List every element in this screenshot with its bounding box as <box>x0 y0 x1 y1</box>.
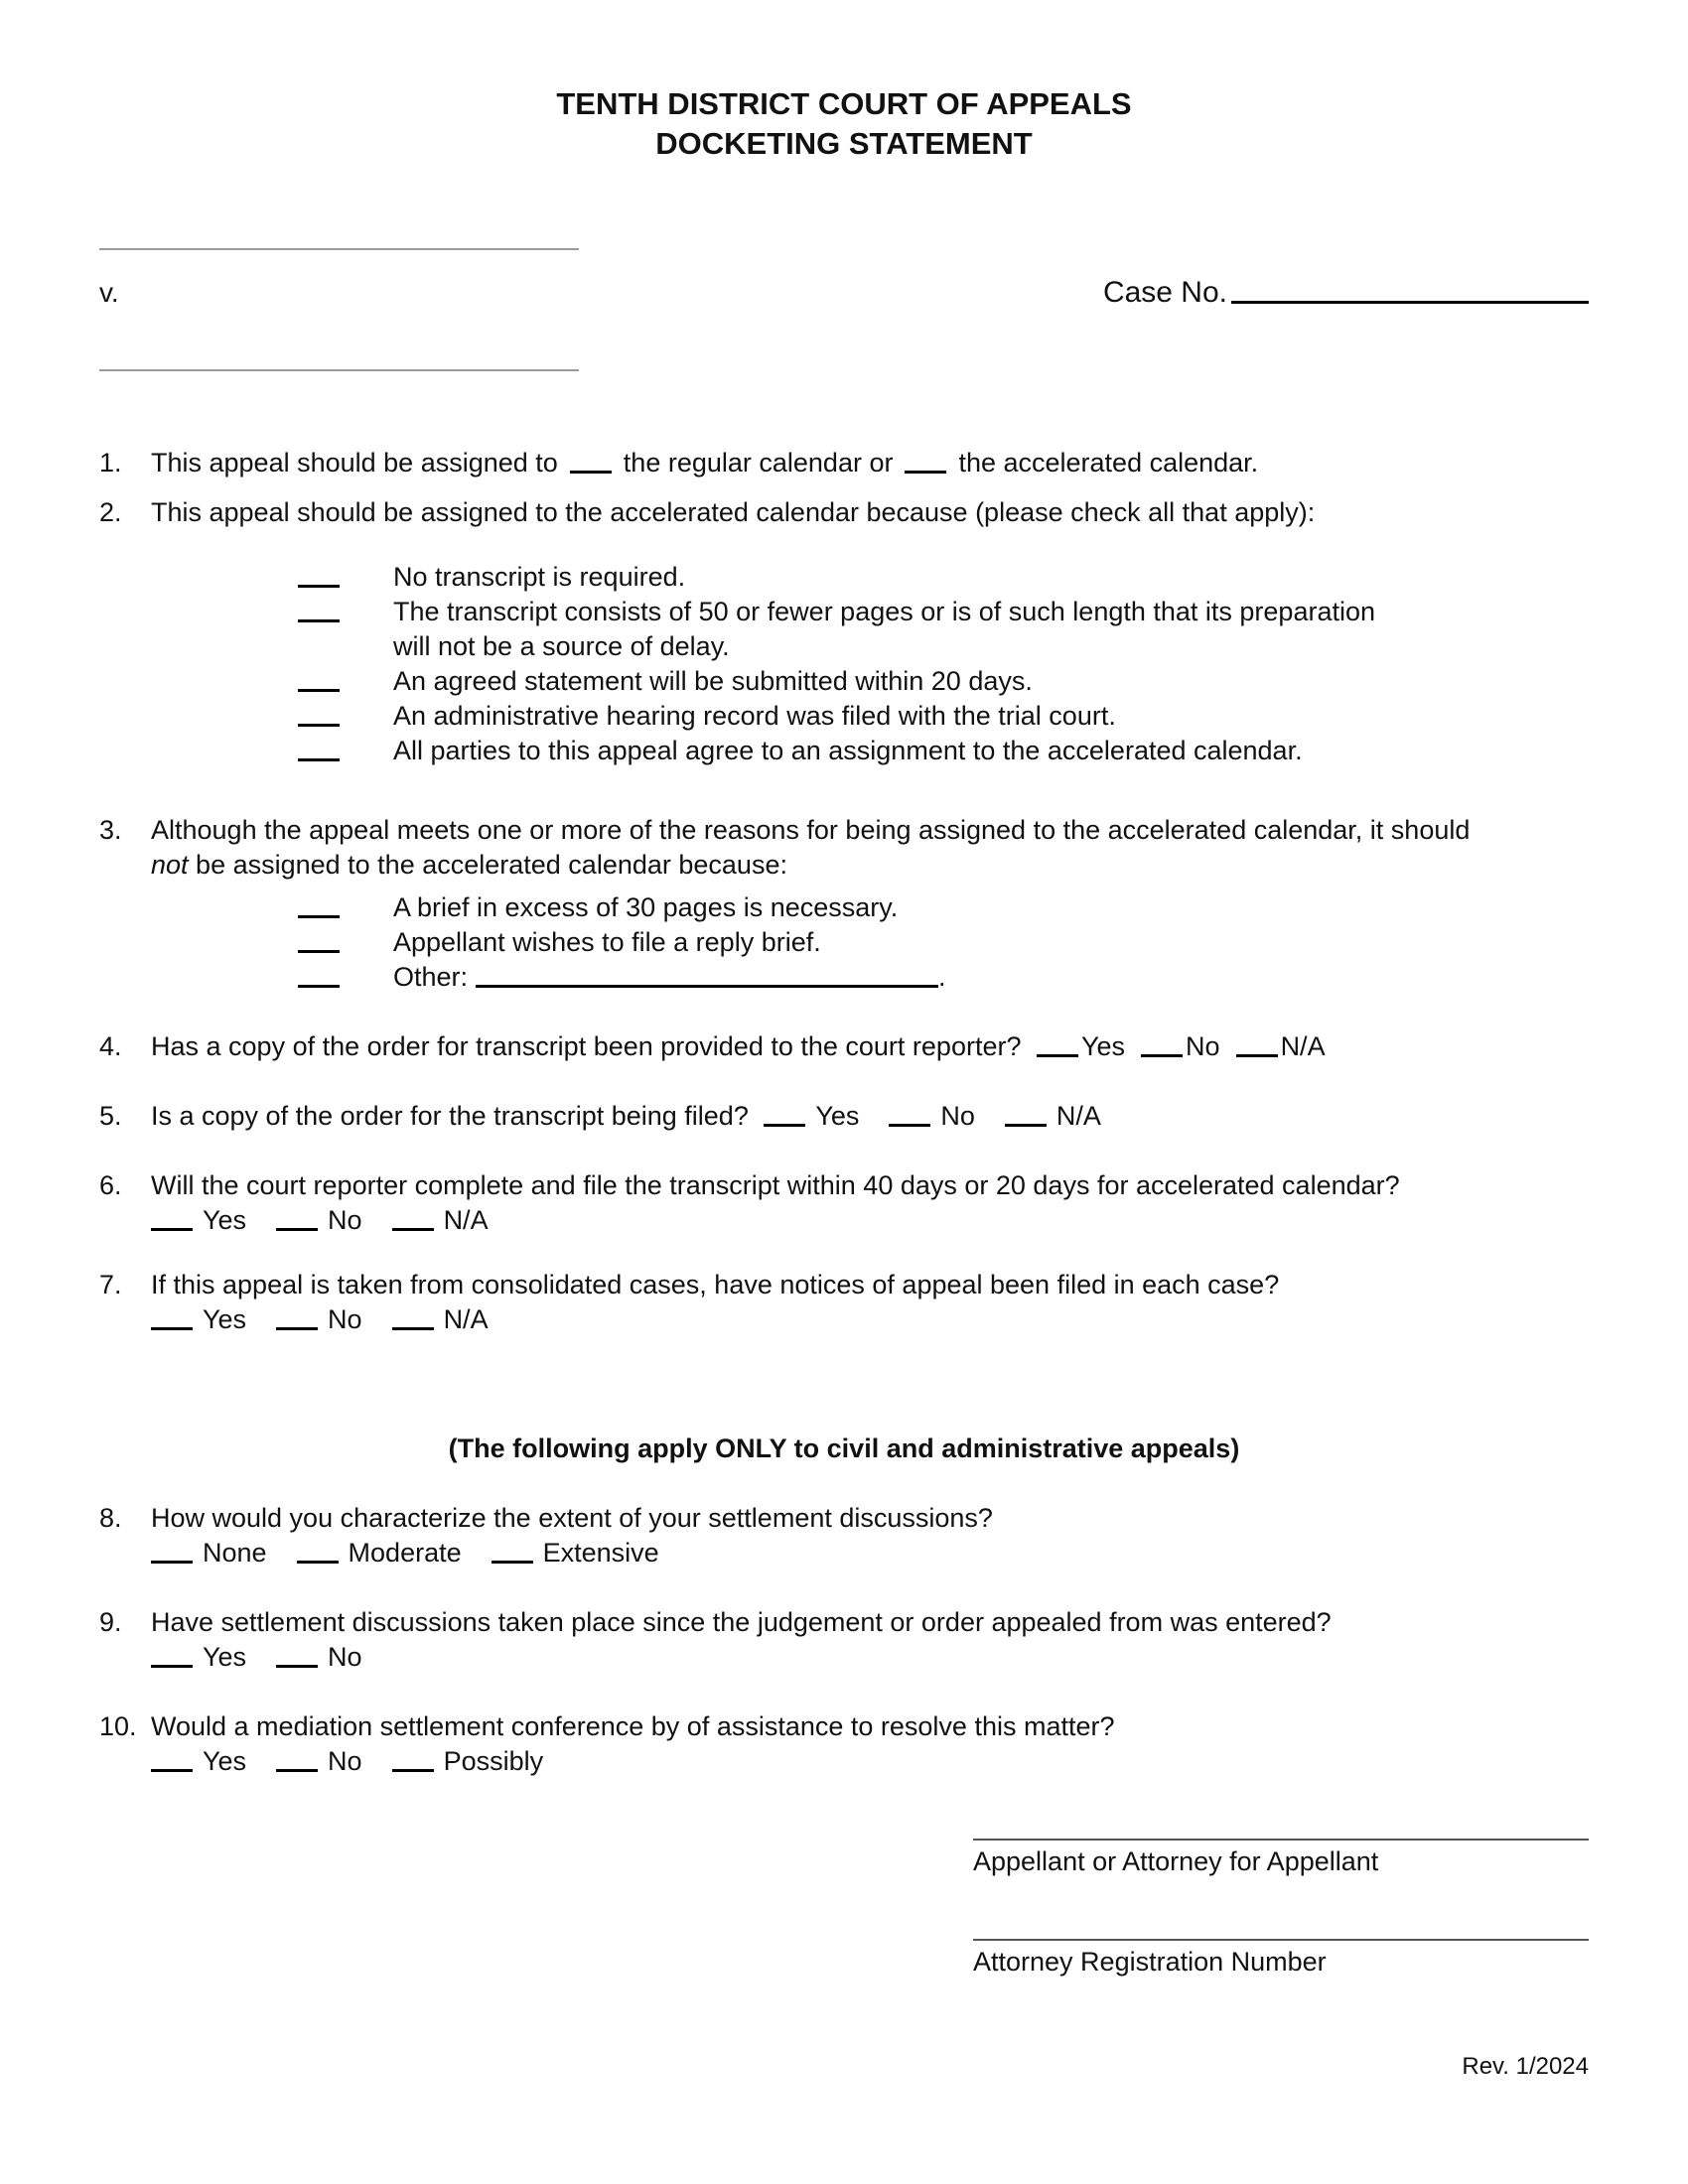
answer-option-no <box>1141 1029 1220 1064</box>
question-number: 7. <box>99 1270 122 1299</box>
other-blank-line[interactable] <box>476 985 938 988</box>
answer-option-yes <box>151 1203 246 1238</box>
answer-label: None <box>203 1538 267 1568</box>
question-number: 5. <box>99 1101 122 1131</box>
question-2 <box>99 495 1589 768</box>
accelerated-reasons-checklist <box>151 560 1589 768</box>
question-number: 6. <box>99 1170 122 1200</box>
answer-option-no <box>276 1640 362 1675</box>
checklist-option <box>151 560 1589 595</box>
question-5 <box>99 1099 1589 1134</box>
other-period: . <box>938 962 946 992</box>
question-4 <box>99 1029 1589 1064</box>
question-number: 4. <box>99 1031 122 1061</box>
question-8 <box>99 1501 1589 1570</box>
question-body <box>151 1709 1589 1779</box>
checkbox-blank[interactable] <box>298 985 340 988</box>
answer-blank[interactable] <box>392 1769 434 1772</box>
question-number: 1. <box>99 448 122 478</box>
checkbox-blank[interactable] <box>298 950 340 953</box>
other-label: Other: <box>393 962 469 992</box>
answer-blank[interactable] <box>392 1228 434 1231</box>
answer-blank[interactable] <box>889 1124 930 1127</box>
answer-blank[interactable] <box>1037 1054 1078 1057</box>
checklist-option <box>151 699 1589 734</box>
italic-not: not <box>151 850 189 880</box>
answer-label: Yes <box>203 1304 247 1334</box>
answer-label: No <box>1186 1031 1220 1061</box>
answer-label: No <box>328 1746 362 1776</box>
question-number: 9. <box>99 1607 122 1637</box>
answer-option-no <box>276 1744 362 1779</box>
question-body <box>151 1605 1589 1675</box>
answer-blank[interactable] <box>1141 1054 1183 1057</box>
other-option <box>393 960 946 995</box>
form-title <box>99 84 1589 164</box>
answer-label: N/A <box>443 1205 489 1235</box>
appellant-name-line[interactable] <box>99 248 579 250</box>
answer-blank[interactable] <box>151 1228 193 1231</box>
answer-label: Extensive <box>542 1538 659 1568</box>
question-6 <box>99 1168 1589 1238</box>
answer-option-na <box>392 1302 489 1337</box>
regular-calendar-blank[interactable] <box>570 471 612 474</box>
checklist-option-label: Appellant wishes to file a reply brief. <box>393 927 821 957</box>
answer-option-extensive <box>492 1536 659 1570</box>
answer-blank[interactable] <box>492 1561 533 1564</box>
answer-blank[interactable] <box>151 1769 193 1772</box>
checklist-option-label: An agreed statement will be submitted within 20 days. <box>393 666 1033 696</box>
question-text: Will the court reporter complete and file the transcript within 40 days or 20 days for accelerated calendar? <box>151 1170 1400 1200</box>
appellee-name-line[interactable] <box>99 369 579 371</box>
answer-label: No <box>328 1205 362 1235</box>
versus-label: v. <box>99 277 119 308</box>
appellant-signature-label: Appellant or Attorney for Appellant <box>973 1846 1379 1876</box>
caption-row <box>99 275 1589 310</box>
form-title-line2: DOCKETING STATEMENT <box>655 126 1033 161</box>
checkbox-blank[interactable] <box>298 758 340 761</box>
case-number-label: Case No. <box>1102 276 1227 309</box>
signature-block <box>973 1839 1589 1979</box>
question-number: 10. <box>99 1711 137 1741</box>
answer-option-yes <box>151 1640 246 1675</box>
question-number: 3. <box>99 815 122 845</box>
answer-label: Possibly <box>443 1746 544 1776</box>
answer-blank[interactable] <box>764 1124 805 1127</box>
answer-label: Yes <box>203 1746 247 1776</box>
checklist-option-label: All parties to this appeal agree to an assignment to the accelerated calendar. <box>393 736 1303 765</box>
checklist-option-label: The transcript consists of 50 or fewer pages or is of such length that its preparation will not be a source of delay. <box>393 597 1376 661</box>
question-text: How would you characterize the extent of your settlement discussions? <box>151 1503 993 1533</box>
answer-options <box>151 1744 1589 1779</box>
answer-blank[interactable] <box>297 1561 339 1564</box>
answer-option-na <box>1005 1099 1101 1134</box>
not-accelerated-reasons-checklist <box>151 890 1589 995</box>
answer-option-yes <box>1037 1029 1125 1064</box>
answer-option-possibly <box>392 1744 544 1779</box>
question-number: 8. <box>99 1503 122 1533</box>
answer-options <box>151 1640 1589 1675</box>
answer-option-na <box>1236 1029 1326 1064</box>
case-number-field <box>1103 275 1589 310</box>
revision-label: Rev. 1/2024 <box>1462 2053 1589 2080</box>
checklist-option-label: No transcript is required. <box>393 562 686 592</box>
question-body <box>151 813 1589 995</box>
attorney-registration-line[interactable] <box>973 1939 1589 1941</box>
answer-options <box>151 1536 1589 1570</box>
answer-label: No <box>328 1304 362 1334</box>
answer-label: N/A <box>1280 1031 1326 1061</box>
question-7 <box>99 1268 1589 1337</box>
question-body <box>151 1168 1589 1238</box>
accelerated-calendar-blank[interactable] <box>905 471 946 474</box>
answer-label: Yes <box>203 1642 247 1672</box>
question-body <box>151 1268 1589 1337</box>
checklist-option-label: A brief in excess of 30 pages is necessary. <box>393 892 899 922</box>
question-9 <box>99 1605 1589 1675</box>
appellant-signature-line[interactable] <box>973 1839 1589 1841</box>
answer-options <box>1037 1031 1341 1061</box>
answer-blank[interactable] <box>276 1665 318 1668</box>
checklist-option <box>151 664 1589 699</box>
answer-blank[interactable] <box>151 1327 193 1330</box>
checklist-option-other <box>151 960 1589 995</box>
question-text: Have settlement discussions taken place since the judgement or order appealed from was entered? <box>151 1607 1332 1637</box>
answer-blank[interactable] <box>1005 1124 1047 1127</box>
answer-label: Yes <box>203 1205 247 1235</box>
checklist-option <box>151 925 1589 960</box>
answer-blank[interactable] <box>276 1769 318 1772</box>
checkbox-blank[interactable] <box>298 619 340 622</box>
question-body <box>151 1029 1589 1064</box>
attorney-registration-label: Attorney Registration Number <box>973 1947 1327 1977</box>
question-text: Has a copy of the order for transcript been provided to the court reporter? <box>151 1031 1022 1061</box>
answer-options <box>151 1302 1589 1337</box>
question-text: This appeal should be assigned to the accelerated calendar because (please check all that apply): <box>151 497 1316 527</box>
answer-option-no <box>889 1099 975 1134</box>
question-number: 2. <box>99 497 122 527</box>
question-10 <box>99 1709 1589 1779</box>
answer-blank[interactable] <box>151 1665 193 1668</box>
checkbox-blank[interactable] <box>298 689 340 692</box>
checklist-option <box>151 595 1589 664</box>
answer-label: No <box>940 1101 975 1131</box>
answer-label: Yes <box>815 1101 860 1131</box>
answer-label: Moderate <box>348 1538 462 1568</box>
answer-blank[interactable] <box>1236 1054 1278 1057</box>
answer-option-no <box>276 1203 362 1238</box>
checkbox-blank[interactable] <box>298 724 340 727</box>
case-caption <box>99 248 1589 371</box>
question-text: Although the appeal meets one or more of the reasons for being assigned to the accelerated calendar, it should not be assigned to the accelerated calendar because: <box>151 815 1471 880</box>
checklist-option <box>151 734 1589 768</box>
answer-blank[interactable] <box>276 1228 318 1231</box>
answer-option-no <box>276 1302 362 1337</box>
checklist-option-label: An administrative hearing record was filed with the trial court. <box>393 701 1116 731</box>
answer-option-yes <box>151 1302 246 1337</box>
answer-option-none <box>151 1536 267 1570</box>
question-body <box>151 1099 1589 1134</box>
civil-appeals-section-note: (The following apply ONLY to civil and administrative appeals) <box>448 1433 1240 1463</box>
checklist-option <box>151 890 1589 925</box>
question-3 <box>99 813 1589 995</box>
answer-blank[interactable] <box>276 1327 318 1330</box>
answer-label: N/A <box>1055 1101 1101 1131</box>
answer-options <box>151 1203 1589 1238</box>
question-text: Is a copy of the order for the transcript being filed? <box>151 1101 749 1131</box>
question-text: Would a mediation settlement conference by of assistance to resolve this matter? <box>151 1711 1115 1741</box>
answer-options <box>764 1101 1131 1131</box>
answer-option-moderate <box>297 1536 462 1570</box>
question-body <box>151 495 1589 768</box>
case-number-line[interactable] <box>1231 301 1589 304</box>
checkbox-blank[interactable] <box>298 585 340 588</box>
answer-label: Yes <box>1081 1031 1126 1061</box>
question-text: This appeal should be assigned to the regular calendar or the accelerated calendar. <box>151 448 1259 478</box>
answer-option-yes <box>764 1099 859 1134</box>
question-body <box>151 1501 1589 1570</box>
answer-option-yes <box>151 1744 246 1779</box>
answer-label: No <box>328 1642 362 1672</box>
question-text: If this appeal is taken from consolidated cases, have notices of appeal been filed in each case? <box>151 1270 1280 1299</box>
answer-blank[interactable] <box>151 1561 193 1564</box>
question-1 <box>99 446 1589 480</box>
answer-label: N/A <box>443 1304 489 1334</box>
checkbox-blank[interactable] <box>298 915 340 918</box>
answer-blank[interactable] <box>392 1327 434 1330</box>
answer-option-na <box>392 1203 489 1238</box>
form-title-line1: TENTH DISTRICT COURT OF APPEALS <box>556 86 1132 121</box>
